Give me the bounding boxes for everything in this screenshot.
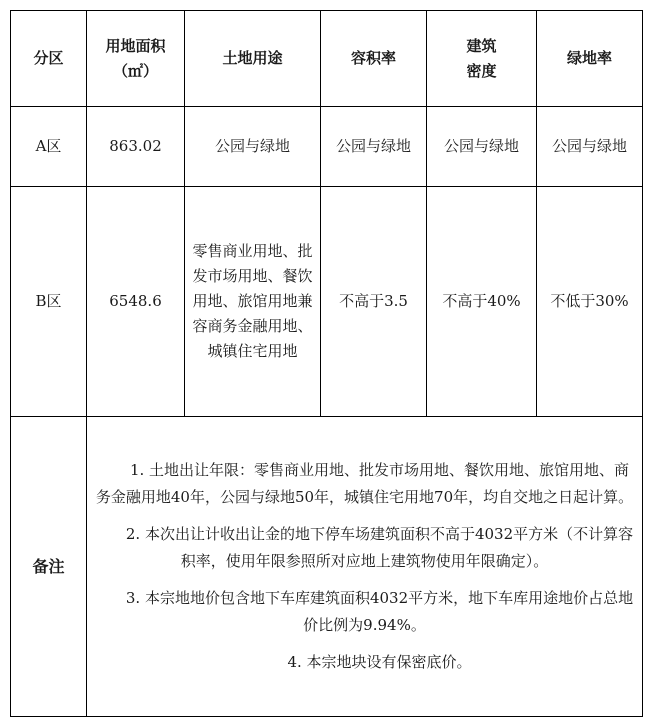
header-green-ratio: 绿地率 xyxy=(537,11,643,107)
cell-green-ratio: 不低于30% xyxy=(537,187,643,417)
notes-cell xyxy=(87,417,643,717)
cell-density: 公园与绿地 xyxy=(427,107,537,187)
header-land-use: 土地用途 xyxy=(185,11,321,107)
cell-area: 863.02 xyxy=(87,107,185,187)
header-zone: 分区 xyxy=(11,11,87,107)
cell-green-ratio: 公园与绿地 xyxy=(537,107,643,187)
cell-density: 不高于40% xyxy=(427,187,537,417)
note-item-3: 3. 本宗地地价包含地下车库建筑面积4032平方米，地下车库用途地价占总地价比例为9.94%。 xyxy=(125,589,634,634)
header-area-label: 用地面积 xyxy=(105,36,166,55)
header-density xyxy=(427,11,537,107)
header-density-line1: 建筑 xyxy=(466,36,497,55)
header-area-unit: （㎡） xyxy=(112,61,158,80)
cell-area: 6548.6 xyxy=(87,187,185,417)
notes-row xyxy=(11,417,643,717)
table-row-zone-a xyxy=(11,107,643,187)
note-item-1: 1. 土地出让年限：零售商业用地、批发市场用地、餐饮用地、旅馆用地、商务金融用地40年，公园与绿地50年，城镇住宅用地70年，均自交地之日起计算。 xyxy=(95,461,634,506)
header-far: 容积率 xyxy=(321,11,427,107)
land-parcel-table xyxy=(10,10,643,717)
header-row xyxy=(11,11,643,107)
cell-land-use: 零售商业用地、批发市场用地、餐饮用地、旅馆用地兼容商务金融用地、城镇住宅用地 xyxy=(185,187,321,417)
cell-land-use: 公园与绿地 xyxy=(185,107,321,187)
cell-far: 公园与绿地 xyxy=(321,107,427,187)
cell-zone: B区 xyxy=(11,187,87,417)
cell-far: 不高于3.5 xyxy=(321,187,427,417)
header-density-line2: 密度 xyxy=(466,61,497,80)
notes-label: 备注 xyxy=(11,417,87,717)
table-row-zone-b xyxy=(11,187,643,417)
note-item-4: 4. 本宗地块设有保密底价。 xyxy=(287,653,472,671)
header-area xyxy=(87,11,185,107)
cell-zone: A区 xyxy=(11,107,87,187)
note-item-2: 2. 本次出让计收出让金的地下停车场建筑面积不高于4032平方米（不计算容积率，使用年限参照所对应地上建筑物使用年限确定）。 xyxy=(125,525,634,570)
